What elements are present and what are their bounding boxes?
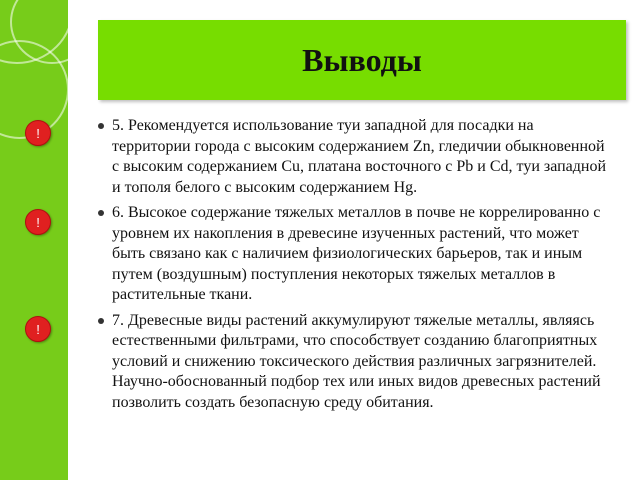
bullet-text: 6. Высокое содержание тяжелых металлов в почве не коррелированно с уровнем их накопления в древесине изученных растений, что может быть связано как с наличием физиологических барьеров, так и иным путем (воздушным) поступления некоторых тяжелых металлов в растительные ткани. [112,204,601,303]
exclamation-marker-1: ! [25,120,51,146]
bullet-dot-icon [98,318,104,324]
bullet-item [98,116,614,198]
bullet-dot-icon [98,210,104,216]
bullet-text: 5. Рекомендуется использование туи западной для посадки на территории города с высоким содержанием Zn, гледичии обыкновенной с высоким содержанием Cu, платана восточного с Pb и Cd, туи западной и тополя белого с высоким содержанием Hg. [112,117,607,196]
slide-title: Выводы [302,41,422,78]
exclamation-marker-3: ! [25,316,51,342]
bullet-item [98,203,614,306]
exclamation-marker-2: ! [25,209,51,235]
slide-body [98,116,614,418]
bullet-text: 7. Древесные виды растений аккумулируют тяжелые металлы, являясь естественными фильтрами, что способствует созданию благоприятных условий и снижению токсического действия различных загрязнителей. Научно-обоснованный подбор тех или иных видов древесных растений позволить создать безопасную среду обитания. [112,311,601,411]
bullet-item [98,311,614,414]
title-bar [98,20,626,100]
bullet-dot-icon [98,123,104,129]
left-decorative-band [0,0,68,480]
